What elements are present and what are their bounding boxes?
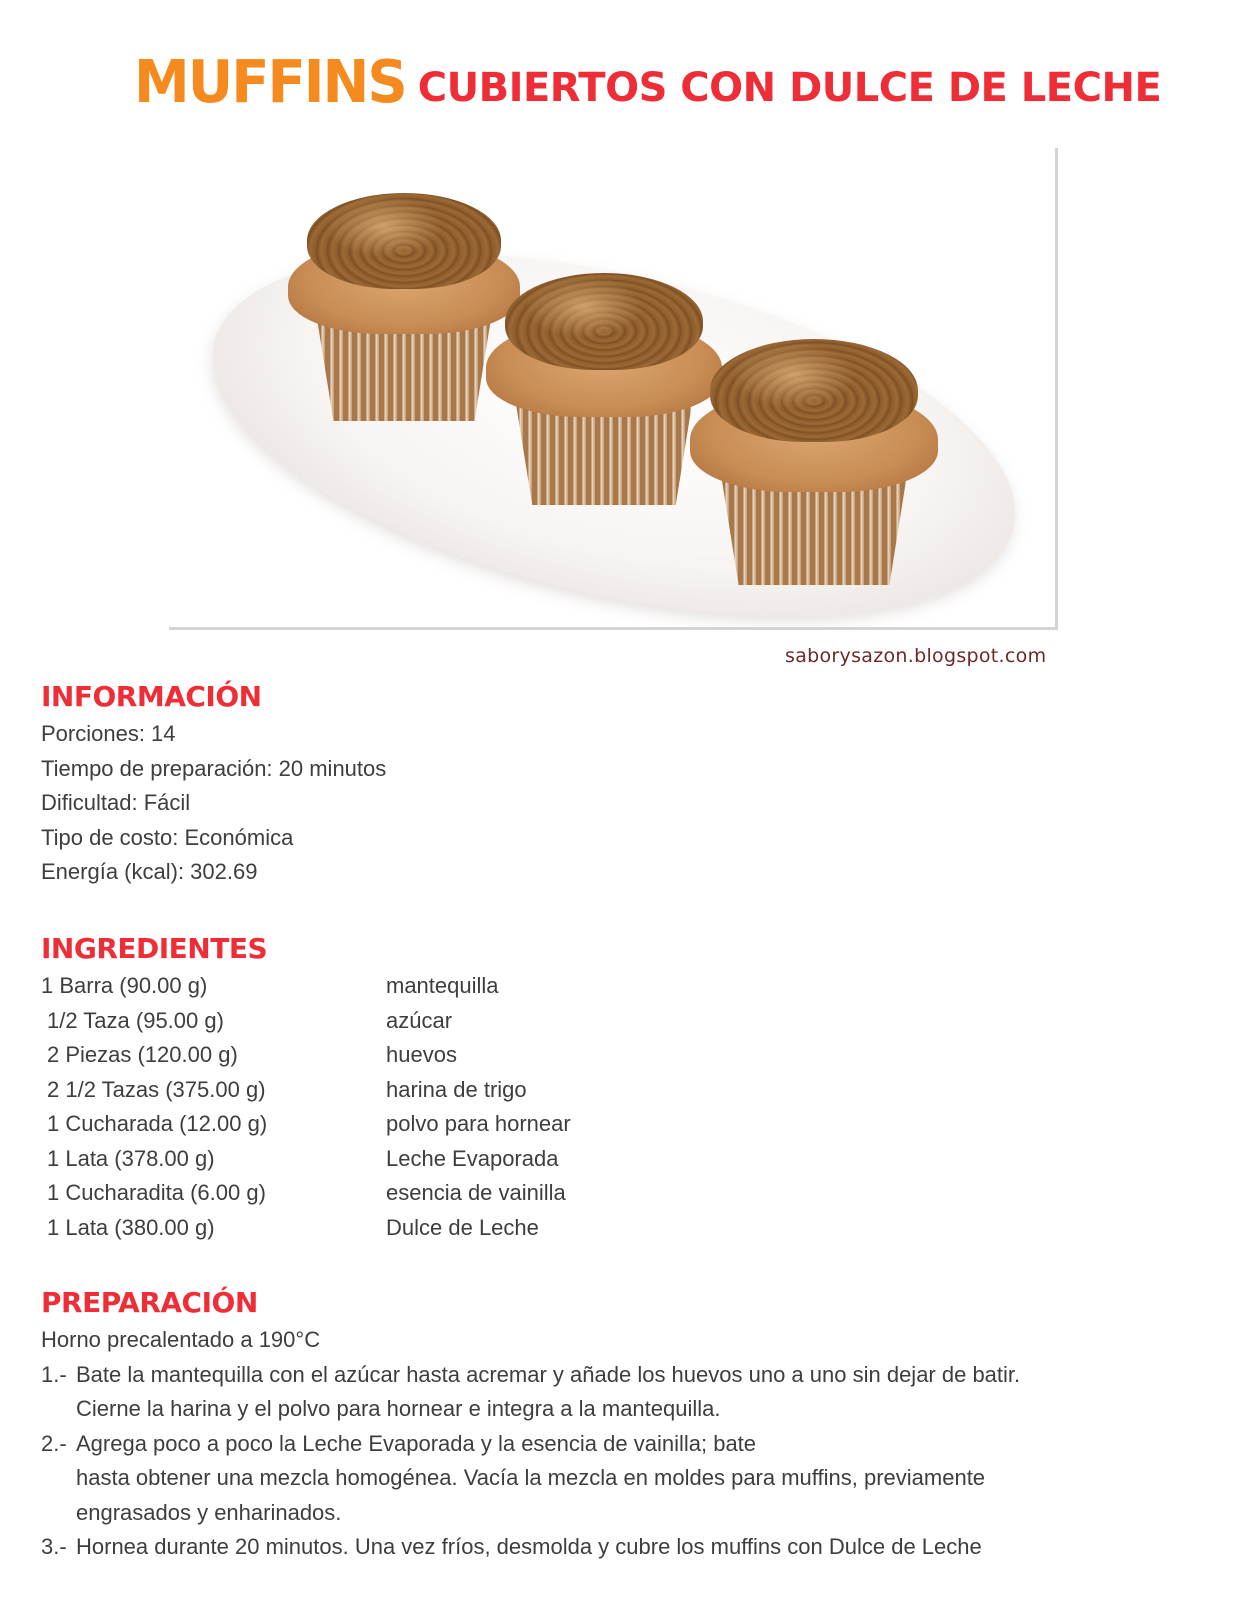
ingredient-row (41, 1211, 741, 1246)
ingredient-name: Leche Evaporada (386, 1145, 559, 1171)
ingredient-name: harina de trigo (386, 1076, 527, 1102)
ingredient-name: Dulce de Leche (386, 1214, 539, 1240)
info-costo: Tipo de costo: Económica (41, 824, 294, 850)
ingredient-row (41, 1176, 741, 1211)
step-number: 1.- (41, 1361, 67, 1387)
ingredient-row (41, 1107, 741, 1142)
ingredient-qty: 1 Barra (90.00 g) (41, 973, 208, 998)
ingredient-name: huevos (386, 1042, 457, 1067)
prep-step-2 (41, 1427, 1221, 1462)
ingredient-qty: 1 Cucharada (12.00 g) (47, 1111, 268, 1136)
prep-step-3 (41, 1530, 1221, 1565)
heading-preparacion: PREPARACIÓN (41, 1286, 258, 1319)
ingredient-name: mantequilla (386, 973, 499, 998)
muffin-image-2 (486, 273, 722, 505)
recipe-title-muffins: MUFFINS (134, 48, 406, 117)
step-text: Agrega poco a poco la Leche Evaporada y la esencia de vainilla; bate (76, 1430, 757, 1456)
info-list (41, 717, 386, 890)
recipe-title (134, 50, 1161, 115)
step-text: Bate la mantequilla con el azúcar hasta acremar y añade los huevos uno a uno sin dejar de batir. (76, 1361, 1021, 1387)
ingredient-row (41, 1038, 741, 1073)
recipe-title-subtitle: CUBIERTOS CON DULCE DE LECHE (417, 65, 1162, 111)
ingredient-row (41, 1142, 741, 1177)
info-tiempo: Tiempo de preparación: 20 minutos (41, 755, 387, 781)
ingredient-qty: 1/2 Taza (95.00 g) (47, 1007, 224, 1033)
heading-informacion: INFORMACIÓN (41, 680, 262, 713)
ingredient-qty: 2 Piezas (120.00 g) (47, 1042, 238, 1067)
blog-watermark: saborysazon.blogspot.com (785, 645, 1047, 667)
ingredient-name: esencia de vainilla (386, 1180, 566, 1205)
step-number: 2.- (41, 1430, 67, 1456)
step-text-continued: hasta obtener una mezcla homogénea. Vacía la mezcla en moldes para muffins, previamente (76, 1465, 986, 1490)
ingredient-qty: 1 Cucharadita (6.00 g) (47, 1180, 266, 1205)
ingredient-list (41, 969, 741, 1245)
recipe-photo (166, 145, 1055, 627)
prep-step-1 (41, 1358, 1221, 1393)
ingredient-row (41, 969, 741, 1004)
preparation-steps (41, 1323, 1221, 1565)
step-number: 3.- (41, 1534, 67, 1559)
ingredient-name: azúcar (386, 1007, 453, 1033)
step-text-continued: Cierne la harina y el polvo para hornear e integra a la mantequilla. (76, 1396, 721, 1421)
ingredient-name: polvo para hornear (386, 1111, 571, 1136)
info-porciones: Porciones: 14 (41, 721, 176, 746)
info-energia: Energía (kcal): 302.69 (41, 859, 258, 884)
ingredient-row (41, 1004, 741, 1039)
step-text-continued: engrasados y enharinados. (76, 1499, 342, 1525)
ingredient-row (41, 1073, 741, 1108)
muffin-image-3 (690, 339, 938, 585)
heading-ingredientes: INGREDIENTES (41, 932, 268, 965)
ingredient-qty: 1 Lata (378.00 g) (47, 1145, 215, 1171)
ingredient-qty: 1 Lata (380.00 g) (47, 1214, 215, 1240)
ingredient-qty: 2 1/2 Tazas (375.00 g) (47, 1076, 266, 1102)
info-dificultad: Dificultad: Fácil (41, 790, 191, 815)
step-text: Hornea durante 20 minutos. Una vez fríos, desmolda y cubre los muffins con Dulce de Leche (76, 1534, 982, 1559)
prep-intro: Horno precalentado a 190°C (41, 1327, 321, 1352)
